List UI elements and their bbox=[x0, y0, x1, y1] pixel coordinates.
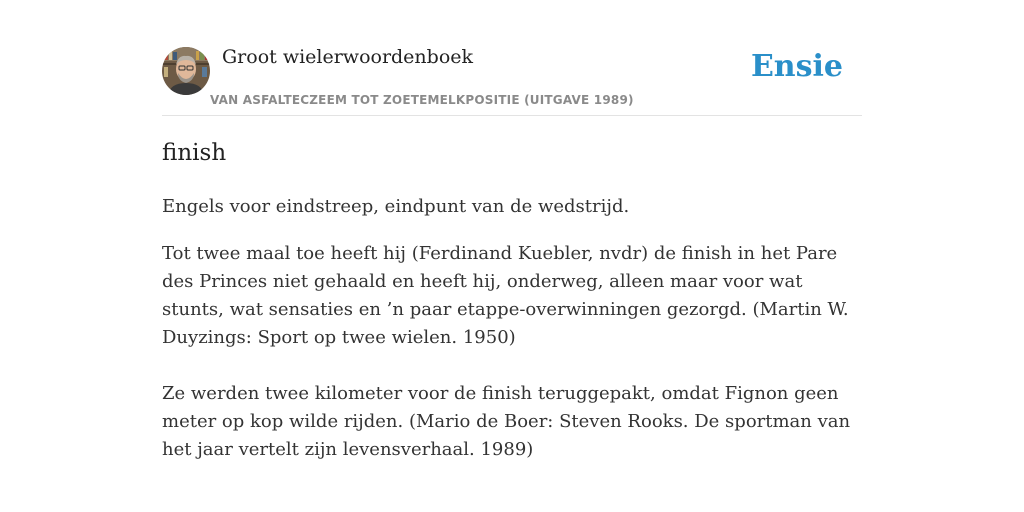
dictionary-header bbox=[162, 45, 862, 116]
entry-definition: Engels voor eindstreep, eindpunt van de wedstrijd. bbox=[162, 196, 630, 217]
author-portrait-icon bbox=[162, 47, 210, 95]
entry-headword: finish bbox=[162, 140, 227, 166]
author-avatar bbox=[162, 47, 210, 95]
dictionary-subtitle: VAN ASFALTECZEEM TOT ZOETEMELKPOSITIE (UITGAVE 1989) bbox=[210, 93, 634, 107]
entry-content bbox=[162, 193, 862, 464]
quote-separator bbox=[162, 352, 862, 380]
dictionary-title[interactable]: Groot wielerwoordenboek bbox=[222, 46, 474, 68]
entry-quote: Tot twee maal toe heeft hij (Ferdinand Kuebler, nvdr) de finish in het Pare des Princes niet gehaald en heeft hij, onderweg, alleen maar voor wat stunts, wat sensaties en ’n paar etappe-overwinningen gezorgd. (Martin W. Duyzings: Sport op twee wielen. 1950) bbox=[162, 243, 849, 348]
ensie-logo-link[interactable]: Ensie bbox=[750, 49, 843, 84]
entry-quote: Ze werden twee kilometer voor de finish teruggepakt, omdat Fignon geen meter op kop wilde rijden. (Mario de Boer: Steven Rooks. De sportman van het jaar vertelt zijn levensverhaal. 1989) bbox=[162, 383, 851, 460]
